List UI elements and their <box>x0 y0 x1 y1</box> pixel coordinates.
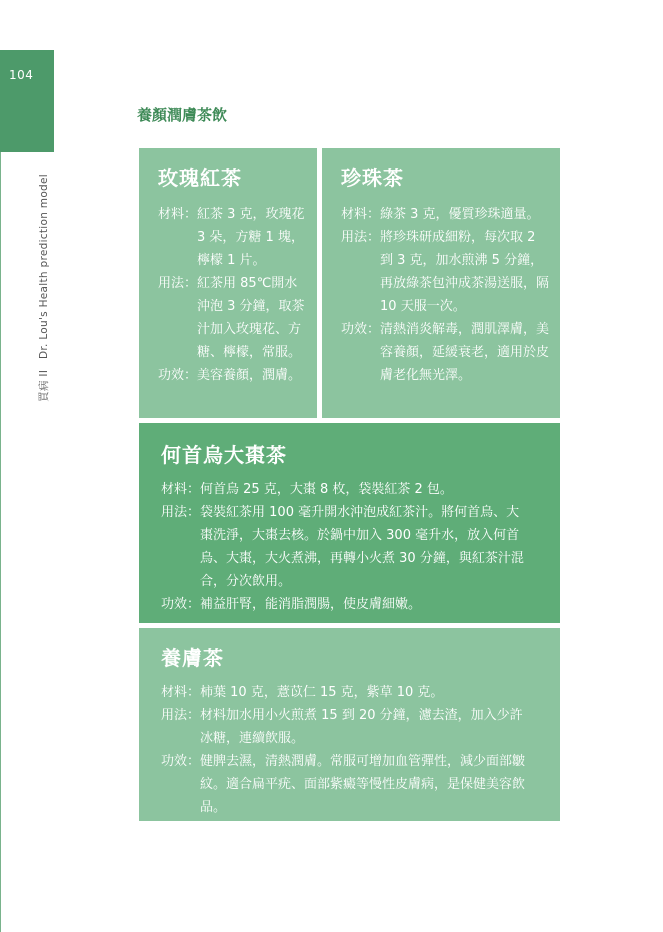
recipe-title: 珍珠茶 <box>341 166 404 190</box>
method-text: 材料加水用小火煎煮 15 到 20 分鐘，濾去渣，加入少許冰糖，連續飲服。 <box>200 708 523 746</box>
effect-label: 功效： <box>161 754 201 769</box>
ingredients-text: 柿葉 10 克，薏苡仁 15 克，紫草 10 克。 <box>200 685 444 700</box>
effect-text: 清熱消炎解毒，潤肌澤膚，美容養顏，延緩衰老，適用於皮膚老化無光澤。 <box>380 322 550 383</box>
method-text: 袋裝紅茶用 100 毫升開水沖泡成紅茶汁。將何首烏、大棗洗淨，大棗去核。於鍋中加入 300 毫升水，放入何首烏、大棗，大火煮沸，再轉小火煮 30 分鐘，與紅茶汁混合，分次飲用。 <box>200 505 524 589</box>
method-label: 用法： <box>158 276 198 291</box>
effect-text: 補益肝腎，能消脂潤腸，使皮膚細嫩。 <box>200 597 422 612</box>
method-text: 將珍珠研成細粉，每次取 2 到 3 克，加水煎沸 5 分鐘，再放綠茶包沖成茶湯送服，隔 10 天服一次。 <box>380 230 550 314</box>
method-label: 用法： <box>161 708 201 723</box>
effect-row <box>341 318 560 387</box>
running-header-text: 買病 II Dr. Lou's Health prediction model <box>38 174 50 402</box>
ingredients-text: 何首烏 25 克，大棗 8 枚，袋裝紅茶 2 包。 <box>200 482 453 497</box>
effect-label: 功效： <box>161 597 201 612</box>
ingredients-text: 綠茶 3 克，優質珍珠適量。 <box>380 207 540 222</box>
effect-row <box>161 750 560 819</box>
effect-row <box>158 364 317 387</box>
side-divider <box>0 152 1 932</box>
method-row <box>158 272 317 364</box>
recipe-card-pearl-tea <box>322 148 560 418</box>
method-row <box>341 226 560 318</box>
effect-text: 健脾去濕，清熱潤膚。常服可增加血管彈性，減少面部皺紋。適合扁平疣、面部紫癜等慢性皮膚病，是保健美容飲品。 <box>200 754 526 815</box>
ingredients-label: 材料： <box>158 207 198 222</box>
method-row <box>161 501 560 593</box>
method-text: 紅茶用 85℃開水沖泡 3 分鐘，取茶汁加入玫瑰花、方糖、檸檬，常服。 <box>197 276 305 360</box>
ingredients-label: 材料： <box>161 685 201 700</box>
page-number: 104 <box>9 68 34 82</box>
ingredients-label: 材料： <box>161 482 201 497</box>
recipe-card-rose-tea <box>139 148 317 418</box>
ingredients-row <box>158 203 317 272</box>
ingredients-text: 紅茶 3 克，玫瑰花 3 朵，方糖 1 塊，檸檬 1 片。 <box>197 207 305 268</box>
ingredients-label: 材料： <box>341 207 381 222</box>
effect-text: 美容養顏，潤膚。 <box>197 368 302 383</box>
method-row <box>161 704 560 750</box>
side-tab <box>0 50 54 152</box>
recipe-card-heshouwu-tea <box>139 423 560 623</box>
method-label: 用法： <box>161 505 201 520</box>
recipe-card-skin-tea <box>139 628 560 821</box>
recipe-title: 玫瑰紅茶 <box>158 166 242 190</box>
running-header <box>36 174 50 404</box>
recipe-title: 何首烏大棗茶 <box>161 443 287 467</box>
ingredients-row <box>341 203 560 226</box>
effect-label: 功效： <box>158 368 198 383</box>
method-label: 用法： <box>341 230 381 245</box>
ingredients-row <box>161 681 560 704</box>
effect-label: 功效： <box>341 322 381 337</box>
effect-row <box>161 593 560 616</box>
ingredients-row <box>161 478 560 501</box>
recipe-title: 養膚茶 <box>161 646 224 670</box>
section-title: 養顏潤膚茶飲 <box>137 106 228 124</box>
